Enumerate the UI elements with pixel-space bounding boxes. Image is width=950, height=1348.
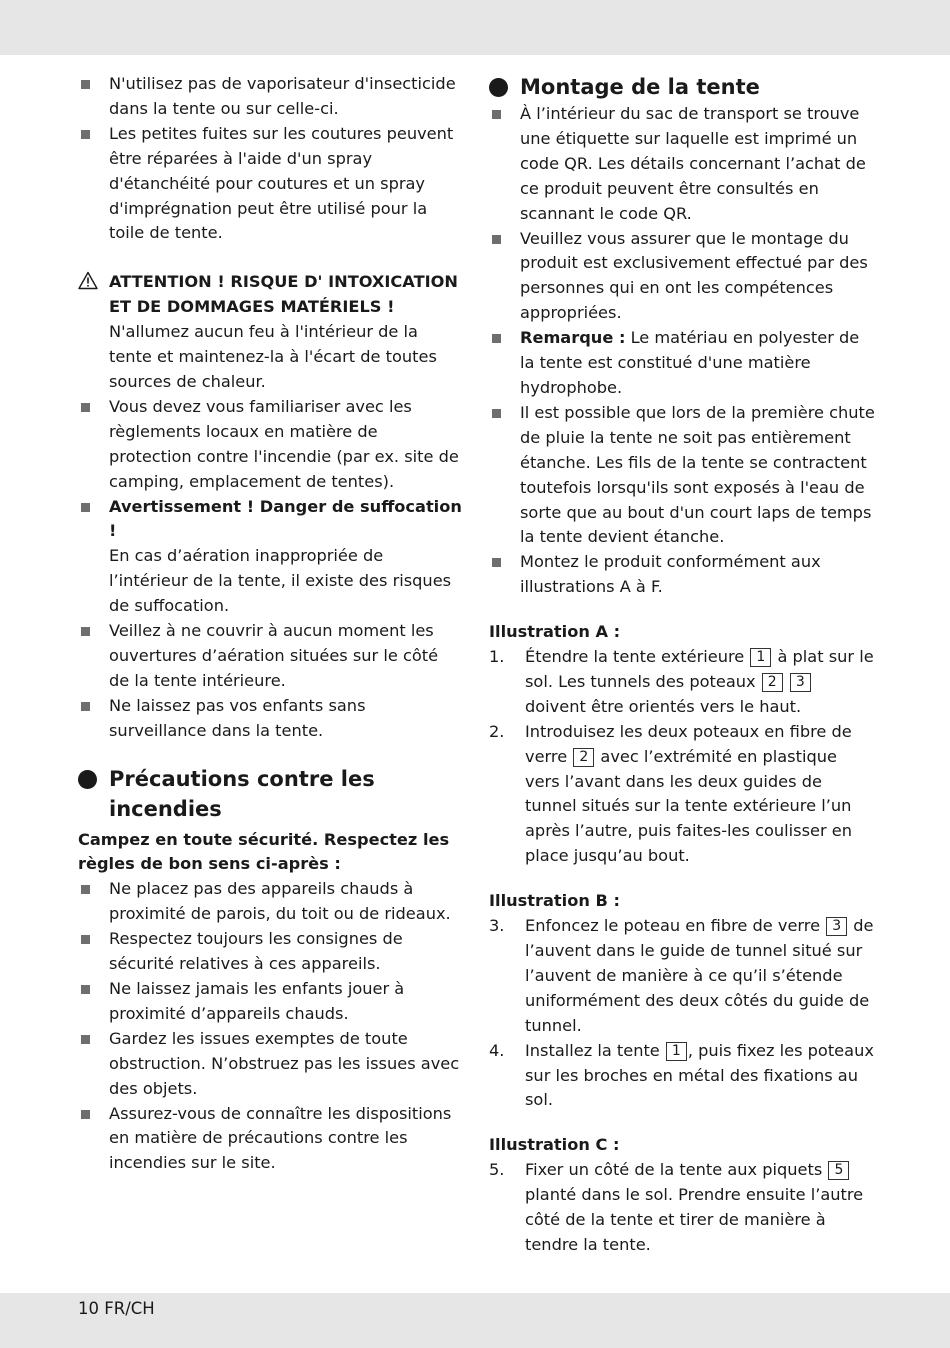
suffocation-title: Avertissement ! Danger de suffocation ! [109,496,462,541]
part-number-badge: 3 [790,673,811,692]
section-dot-icon [489,78,508,97]
left-column [78,72,462,1176]
bullet-square-icon [81,935,90,944]
part-number-badge: 1 [666,1042,687,1061]
warning-triangle-icon [78,271,98,290]
section-dot-icon [78,770,97,789]
illustration-a-title: Illustration A : [489,622,621,642]
suffocation-text: En cas d’aération inappropriée de l’intérieur de la tente, il existe des risques de suffocation. [109,546,452,616]
list-item: Gardez les issues exemptes de toute obstruction. N’obstruez pas les issues avec des objets. [78,1027,462,1102]
list-item: Ne laissez pas vos enfants sans surveillance dans la tente. [78,694,462,744]
list-item: Les petites fuites sur les coutures peuvent être réparées à l'aide d'un spray d'étanchéité pour coutures et un spray d'imprégnation peut être utilisé pour la toile de tente. [78,122,462,247]
bullet-square-icon [81,80,90,89]
warning-title: ATTENTION ! RISQUE D' INTOXICATION ET DE DOMMAGES MATÉRIELS ! [109,272,458,317]
fire-precautions-heading: Précautions contre les incendies [78,764,462,824]
step-2: 2. Introduisez les deux poteaux en fibre de verre 2 avec l’extrémité en plastique vers l’avant dans les deux guides de tunnel situés sur la tente extérieure l’un après l’autre, puis faites-les coulisser en place jusqu’au bout. [489,721,852,866]
warning-block [78,270,462,395]
bullet-square-icon [81,403,90,412]
bullet-square-icon [81,503,90,512]
bullet-square-icon [492,235,501,244]
list-item: Montez le produit conformément aux illustrations A à F. [489,550,875,600]
bullet-square-icon [492,558,501,567]
part-number-badge: 2 [762,673,783,692]
illustration-c-title: Illustration C : [489,1135,620,1155]
list-item: Respectez toujours les consignes de sécurité relatives à ces appareils. [78,927,462,977]
bullet-square-icon [81,627,90,636]
bullet-square-icon [81,130,90,139]
list-item: Assurez-vous de connaître les dispositions en matière de précautions contre les incendies sur le site. [78,1102,462,1177]
right-column [489,72,875,1258]
bullet-square-icon [81,702,90,711]
list-item: Remarque : Le matériau en polyester de la tente est constitué d'une matière hydrophobe. [489,326,875,401]
list-item: À l’intérieur du sac de transport se trouve une étiquette sur laquelle est imprimé un code QR. Les détails concernant l’achat de ce produit peuvent être consultés en scannant le code QR. [489,102,875,227]
bullet-square-icon [492,409,501,418]
bullet-square-icon [81,1035,90,1044]
step-5: 5. Fixer un côté de la tente aux piquets 5 planté dans le sol. Prendre ensuite l’autre côté de la tente et tirer de manière à tendre la tente. [489,1160,864,1254]
list-item: Veuillez vous assurer que le montage du produit est exclusivement effectué par des personnes qui en ont les compétences appropriées. [489,227,875,327]
part-number-badge: 3 [826,917,847,936]
step-1: 1. Étendre la tente extérieure 1 à plat sur le sol. Les tunnels des poteaux 2 3 doivent être orientés vers le haut. [489,647,874,716]
warning-text: N'allumez aucun feu à l'intérieur de la tente et maintenez-la à l'écart de toutes sources de chaleur. [109,322,437,391]
illustration-b-title: Illustration B : [489,891,620,911]
list-item: Vous devez vous familiariser avec les règlements locaux en matière de protection contre l'incendie (par ex. site de camping, emplacement de tentes). [78,395,462,495]
part-number-badge: 5 [828,1161,849,1180]
list-item: Veillez à ne couvrir à aucun moment les ouvertures d’aération situées sur le côté de la tente intérieure. [78,619,462,694]
list-item: Ne placez pas des appareils chauds à proximité de parois, du toit ou de rideaux. [78,877,462,927]
bullet-square-icon [81,1110,90,1119]
list-item: N'utilisez pas de vaporisateur d'insecticide dans la tente ou sur celle-ci. [78,72,462,122]
page-number: 10 FR/CH [78,1299,155,1318]
part-number-badge: 2 [573,748,594,767]
list-item: Ne laissez jamais les enfants jouer à proximité d’appareils chauds. [78,977,462,1027]
bullet-square-icon [492,110,501,119]
remark-label: Remarque : [520,328,626,348]
fire-intro: Campez en toute sécurité. Respectez les règles de bon sens ci-après : [78,829,450,874]
bullet-square-icon [492,334,501,343]
bullet-square-icon [81,985,90,994]
step-4: 4. Installez la tente 1 , puis fixez les poteaux sur les broches en métal des fixations au sol. [489,1040,874,1110]
bullet-square-icon [81,885,90,894]
list-item [78,495,462,620]
step-3: 3. Enfoncez le poteau en fibre de verre 3 de l’auvent dans le guide de tunnel situé sur l’auvent de manière à ce qu’il s’étende uniformément des deux côtés du guide de tunnel. [489,916,874,1035]
assembly-heading: Montage de la tente [489,72,875,102]
header-band [0,0,950,55]
list-item: Il est possible que lors de la première chute de pluie la tente ne soit pas entièrement étanche. Les fils de la tente se contractent toutefois lorsqu'ils sont exposés à l'eau de sorte que au bout d'un court laps de temps la tente devient étanche. [489,401,875,550]
part-number-badge: 1 [750,648,771,667]
